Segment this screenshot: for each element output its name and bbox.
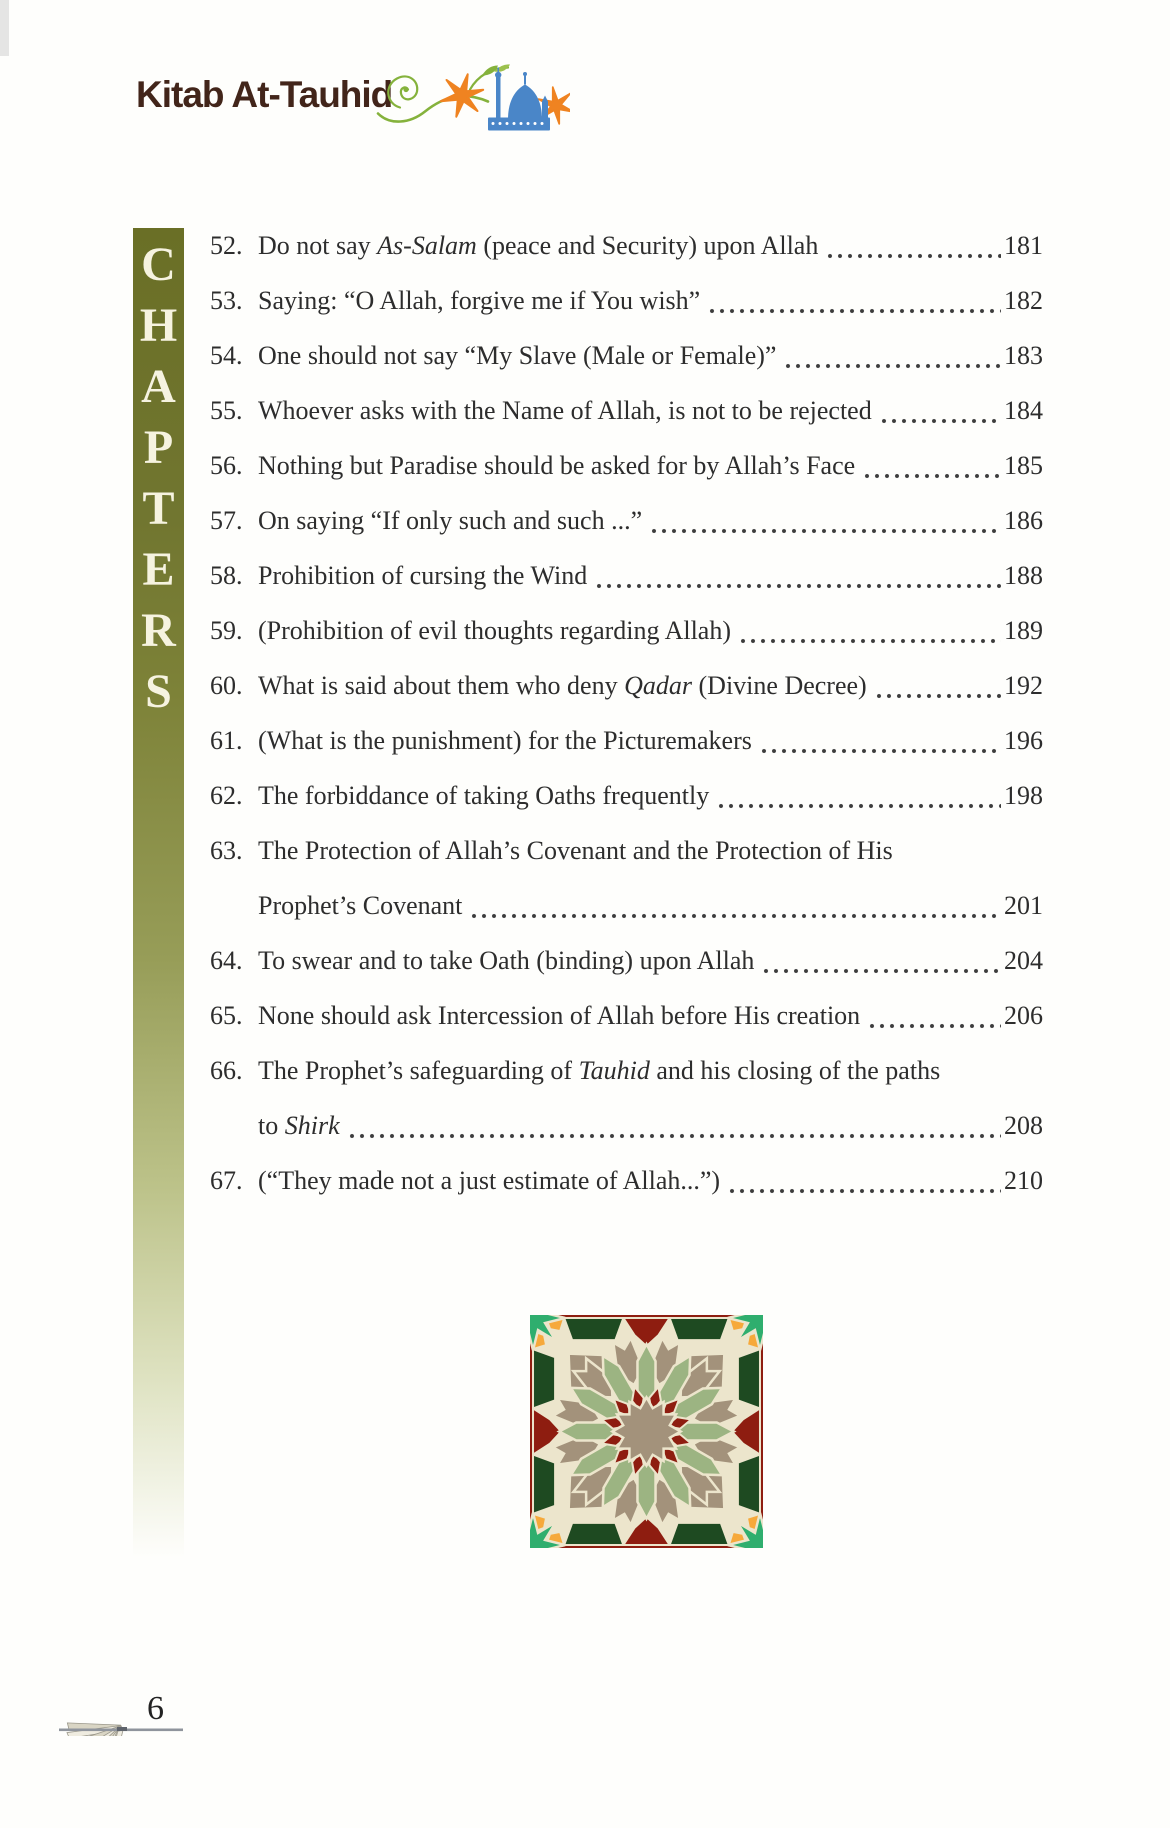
toc-entry-number: 56. (210, 451, 243, 480)
toc-entry-title: The forbiddance of taking Oaths frequently (258, 781, 710, 810)
toc-entry-number: 63. (210, 836, 243, 865)
chapters-banner (133, 228, 184, 1558)
toc-entry-title: Whoever asks with the Name of Allah, is not to be rejected (258, 396, 872, 425)
toc-page-number: 206 (1004, 1001, 1043, 1030)
chapters-banner-letter: A (141, 360, 176, 413)
dot-leader (595, 583, 1001, 589)
footer-page-number: 6 (147, 1690, 164, 1727)
toc-entry-title: (What is the punishment) for the Picturemakers (258, 726, 752, 755)
toc-row (210, 442, 1043, 489)
toc-page-number: 198 (1004, 781, 1043, 810)
toc-page-number: 183 (1004, 341, 1043, 370)
toc-list (210, 222, 1043, 1212)
toc-page-number: 196 (1004, 726, 1043, 755)
toc-entry-title: to Shirk (258, 1111, 340, 1140)
islamic-geometric-tile-ornament (530, 1315, 763, 1548)
toc-page-number: 189 (1004, 616, 1043, 645)
toc-page-number: 184 (1004, 396, 1043, 425)
dot-leader (470, 913, 1001, 919)
toc-entry-title: None should ask Intercession of Allah before His creation (258, 1001, 861, 1030)
toc-row (210, 662, 1043, 709)
toc-entry-title: Do not say As-Salam (peace and Security) upon Allah (258, 231, 819, 260)
toc-entry-title: The Prophet’s safeguarding of Tauhid and his closing of the paths (258, 1056, 941, 1085)
chapters-banner-letter: H (139, 299, 178, 352)
page-title: Kitab At-Tauhid (136, 74, 393, 115)
dot-leader (880, 418, 1001, 424)
toc-page-number: 185 (1004, 451, 1043, 480)
toc-entry-number: 65. (210, 1001, 243, 1030)
chapters-banner-letter: E (142, 543, 175, 596)
dot-leader (863, 473, 1001, 479)
chapters-banner-letter: C (141, 238, 176, 291)
toc-entry-number: 59. (210, 616, 243, 645)
toc-page-number: 192 (1004, 671, 1043, 700)
toc-row (210, 552, 1043, 599)
toc-page-number: 208 (1004, 1111, 1043, 1140)
vine-swirl-icon (378, 64, 510, 121)
dot-leader (826, 253, 1001, 259)
dot-leader (868, 1023, 1001, 1029)
toc-entry-number: 64. (210, 946, 243, 975)
toc-page-number: 201 (1004, 891, 1043, 920)
toc-entry-title: Saying: “O Allah, forgive me if You wish” (258, 286, 701, 315)
toc-row (210, 882, 1043, 929)
toc-entry-title: Nothing but Paradise should be asked for by Allah’s Face (258, 451, 856, 480)
toc-page-number: 181 (1004, 231, 1043, 260)
toc-entry-title: The Protection of Allah’s Covenant and the Protection of His (258, 836, 893, 865)
toc-row (210, 717, 1043, 764)
dot-leader (875, 693, 1001, 699)
dot-leader (717, 803, 1001, 809)
toc-entry-number: 54. (210, 341, 243, 370)
toc-row (210, 222, 1043, 269)
toc-row (210, 937, 1043, 984)
chapters-banner-letter: T (142, 482, 175, 535)
toc-entry-number: 58. (210, 561, 243, 590)
chapters-banner-letters (133, 228, 184, 722)
toc-row (210, 1157, 1043, 1204)
toc-row (210, 332, 1043, 379)
scan-edge-artifact (0, 0, 9, 56)
toc-entry-title: On saying “If only such and such ...” (258, 506, 643, 535)
toc-page-number: 210 (1004, 1166, 1043, 1195)
toc-entry-title: (“They made not a just estimate of Allah...”) (258, 1166, 721, 1195)
dot-leader (739, 638, 1001, 644)
toc-entry-number: 62. (210, 781, 243, 810)
toc-row (210, 497, 1043, 544)
toc-row (210, 827, 1043, 874)
toc-row (210, 607, 1043, 654)
chapters-banner-letter: P (143, 421, 174, 474)
toc-entry-number: 53. (210, 286, 243, 315)
toc-page-number: 188 (1004, 561, 1043, 590)
toc-row (210, 1047, 1043, 1094)
toc-entry-title: What is said about them who deny Qadar (Divine Decree) (258, 671, 867, 700)
toc-entry-number: 57. (210, 506, 243, 535)
toc-row (210, 387, 1043, 434)
toc-page-number: 204 (1004, 946, 1043, 975)
toc-page-number: 186 (1004, 506, 1043, 535)
toc-entry-title: (Prohibition of evil thoughts regarding Allah) (258, 616, 731, 645)
toc-row (210, 772, 1043, 819)
dot-leader (784, 363, 1001, 369)
header-flourish (370, 60, 570, 138)
toc-entry-number: 67. (210, 1166, 243, 1195)
toc-row (210, 277, 1043, 324)
dot-leader (762, 968, 1001, 974)
dot-leader (708, 308, 1001, 314)
toc-entry-number: 52. (210, 231, 243, 260)
toc-entry-number: 60. (210, 671, 243, 700)
toc-entry-number: 66. (210, 1056, 243, 1085)
dot-leader (348, 1133, 1001, 1139)
dot-leader (760, 748, 1001, 754)
toc-entry-number: 61. (210, 726, 243, 755)
toc-row (210, 992, 1043, 1039)
chapters-banner-letter: R (141, 604, 176, 657)
chapters-banner-letter: S (145, 665, 172, 718)
toc-row (210, 1102, 1043, 1149)
toc-entry-title: Prophet’s Covenant (258, 891, 463, 920)
toc-entry-title: Prohibition of cursing the Wind (258, 561, 588, 590)
dot-leader (650, 528, 1001, 534)
toc-entry-title: One should not say “My Slave (Male or Female)” (258, 341, 777, 370)
toc-page-number: 182 (1004, 286, 1043, 315)
book-pages-icon (45, 1678, 190, 1736)
toc-entry-title: To swear and to take Oath (binding) upon Allah (258, 946, 755, 975)
dot-leader (728, 1188, 1001, 1194)
toc-entry-number: 55. (210, 396, 243, 425)
